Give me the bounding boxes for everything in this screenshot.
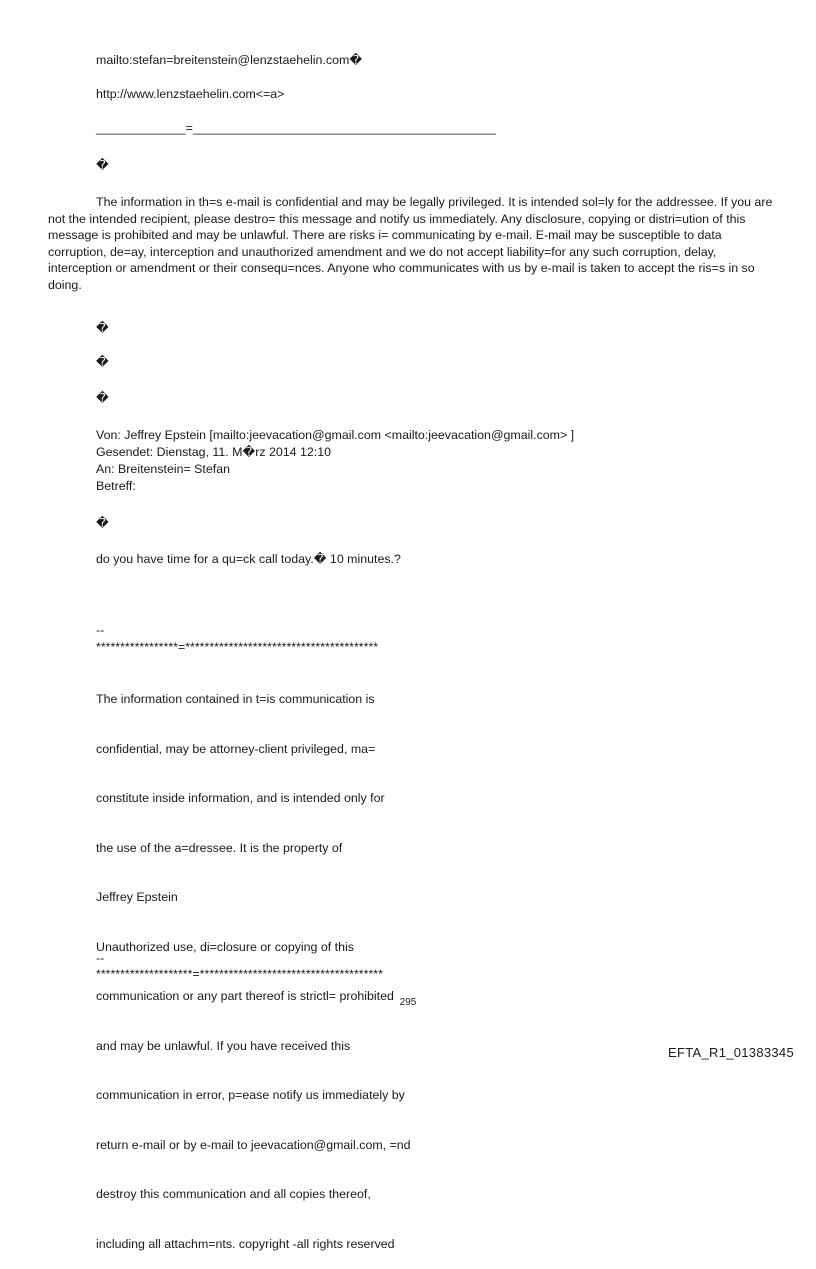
notice-line: destroy this communication and all copies thereof, [96,1187,371,1201]
mailto-text: mailto:stefan=breitenstein@lenzstaehelin.com [96,53,350,67]
replacement-glyph: � [313,551,327,566]
notice-line: the use of the a=dressee. It is the property of [96,840,343,855]
replacement-glyph: � [96,390,109,405]
signature-dash: -- [96,623,105,637]
stars-line: ********************=************************************** [96,967,383,981]
notice-line: constitute inside information, and is intended only for [96,791,385,805]
mailto-line [96,52,362,69]
replacement-glyph: � [96,515,109,530]
notice-line: including all attachm=nts. copyright -all rights reserved [96,1236,395,1251]
body-prefix: do you have time for a qu=ck call today. [96,552,314,566]
replacement-glyph: � [242,444,256,459]
stars-line: *****************=**************************************** [96,640,379,654]
confidentiality-notice [96,658,411,1269]
replacement-glyph: � [96,354,109,369]
notice-line: Unauthorized use, di=closure or copying of this [96,939,354,954]
replacement-glyph: � [349,52,363,67]
notice-line: communication in error, p=ease notify us immediately by [96,1088,405,1102]
email-body [96,551,401,568]
header-sent-prefix: Gesendet: Dienstag, 11. M [96,445,243,459]
signature-dash: -- [96,951,105,965]
header-sent-suffix: rz 2014 12:10 [255,445,331,459]
body-suffix: 10 minutes.? [326,552,401,566]
header-subject: Betreff: [96,479,136,493]
separator-line: _____________=____________________________________________ [96,121,497,135]
notice-line: Jeffrey Epstein [96,890,178,904]
notice-line: return e-mail or by e-mail to jeevacation@gmail.com, =nd [96,1137,411,1152]
notice-line: The information contained in t=is communication is [96,692,375,706]
disclaimer-paragraph: The information in th=s e-mail is confidential and may be legally privileged. It is intended sol=ly for the addressee. If you are not the intended recipient, please destro= this message and notify us immediately. Any disclosure, copying or distri=ution of this message is prohibited and may be unlawful. There are risks i= communicating by e-mail. E-mail may be susceptible to data corruption, de=ay, interception and unauthorized amendment and we do not accept liability=for any such corruption, delay, interception or amendment or their consequ=nces. Anyone who communicates with us by e-mail is taken to accept the ris=s in so doing. [48,195,773,292]
notice-line: and may be unlawful. If you have received this [96,1038,351,1053]
header-to: An: Breitenstein= Stefan [96,462,230,476]
notice-line: communication or any part thereof is strictl= prohibited [96,989,394,1003]
notice-line: confidential, may be attorney-client privileged, ma= [96,741,376,756]
url-line: http://www.lenzstaehelin.com<=a> [96,87,285,101]
page-number: 295 [399,997,417,1008]
replacement-glyph: � [96,157,109,172]
replacement-glyph: � [96,320,109,335]
header-from: Von: Jeffrey Epstein [mailto:jeevacation@gmail.com <mailto:jeevacation@gmail.com> ] [96,428,575,442]
header-sent [96,444,331,461]
bates-number: EFTA_R1_01383345 [668,1045,794,1060]
